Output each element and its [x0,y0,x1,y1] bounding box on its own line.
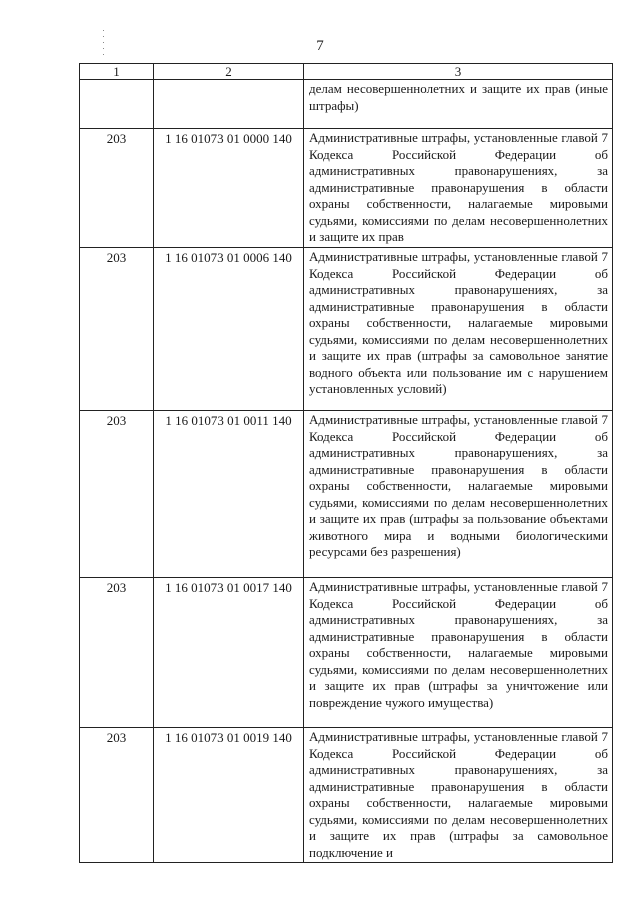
header-col-1: 1 [80,64,154,80]
description-text: Административные штрафы, установленные главой 7 Кодекса Российской Федерации об административных правонарушениях, за административные правонарушения в области охраны собственности, налагаемые мировыми судьями, комиссиями по делам несовершеннолетних и защите их прав [309,130,608,244]
description-cell [304,728,613,863]
table-row [80,129,613,248]
description-cell [304,248,613,411]
kbk-cell [154,411,304,578]
header-col-2: 2 [154,64,304,80]
admin-code-cell [80,129,154,248]
admin-code-cell [80,80,154,129]
description-text: Административные штрафы, установленные главой 7 Кодекса Российской Федерации об административных правонарушениях, за административные правонарушения в области охраны собственности, налагаемые мировыми судьями, комиссиями по делам несовершеннолетних и защите их прав (штрафы за пользование объектами животного мира и водными биологическими ресурсами без разрешения) [309,412,608,559]
description-cell [304,578,613,728]
table-row [80,728,613,863]
header-col-3: 3 [304,64,613,80]
admin-code [80,80,153,81]
kbk-cell [154,578,304,728]
kbk-code [154,80,303,81]
table-row [80,578,613,728]
kbk-code: 1 16 01073 01 0017 140 [165,580,292,595]
admin-code: 203 [106,580,127,595]
kbk-code: 1 16 01073 01 0006 140 [165,250,292,265]
admin-code-cell [80,411,154,578]
description-cell [304,80,613,129]
kbk-code: 1 16 01073 01 0019 140 [165,730,292,745]
table-header-row [80,64,613,80]
description-cell [304,129,613,248]
kbk-cell [154,248,304,411]
description-text: Административные штрафы, установленные главой 7 Кодекса Российской Федерации об административных правонарушениях, за административные правонарушения в области охраны собственности, налагаемые мировыми судьями, комиссиями по делам несовершеннолетних и защите их прав (штрафы за самовольное занятие водного объекта или пользование им с нарушением установленных условий) [309,249,608,396]
kbk-cell [154,80,304,129]
kbk-code: 1 16 01073 01 0000 140 [165,131,292,146]
admin-code: 203 [106,131,127,146]
admin-code-cell [80,728,154,863]
kbk-cell [154,129,304,248]
table-row [80,411,613,578]
table-row [80,80,613,129]
description-text: Административные штрафы, установленные главой 7 Кодекса Российской Федерации об административных правонарушениях, за административные правонарушения в области охраны собственности, налагаемые мировыми судьями, комиссиями по делам несовершеннолетних и защите их прав (штрафы за самовольное подключение и [309,729,608,860]
admin-code: 203 [106,250,127,265]
admin-code: 203 [106,413,127,428]
admin-code-cell [80,248,154,411]
page-number: 7 [316,38,324,54]
description-text: Административные штрафы, установленные главой 7 Кодекса Российской Федерации об административных правонарушениях, за административные правонарушения в области охраны собственности, налагаемые мировыми судьями, комиссиями по делам несовершеннолетних и защите их прав (штрафы за уничтожение или повреждение чужого имущества) [309,579,608,710]
kbk-code: 1 16 01073 01 0011 140 [165,413,292,428]
table-row [80,248,613,411]
kbk-cell [154,728,304,863]
description-cell [304,411,613,578]
admin-code-cell [80,578,154,728]
budget-classification-table [79,63,613,863]
admin-code: 203 [106,730,127,745]
description-text: делам несовершеннолетних и защите их прав (иные штрафы) [309,81,608,113]
